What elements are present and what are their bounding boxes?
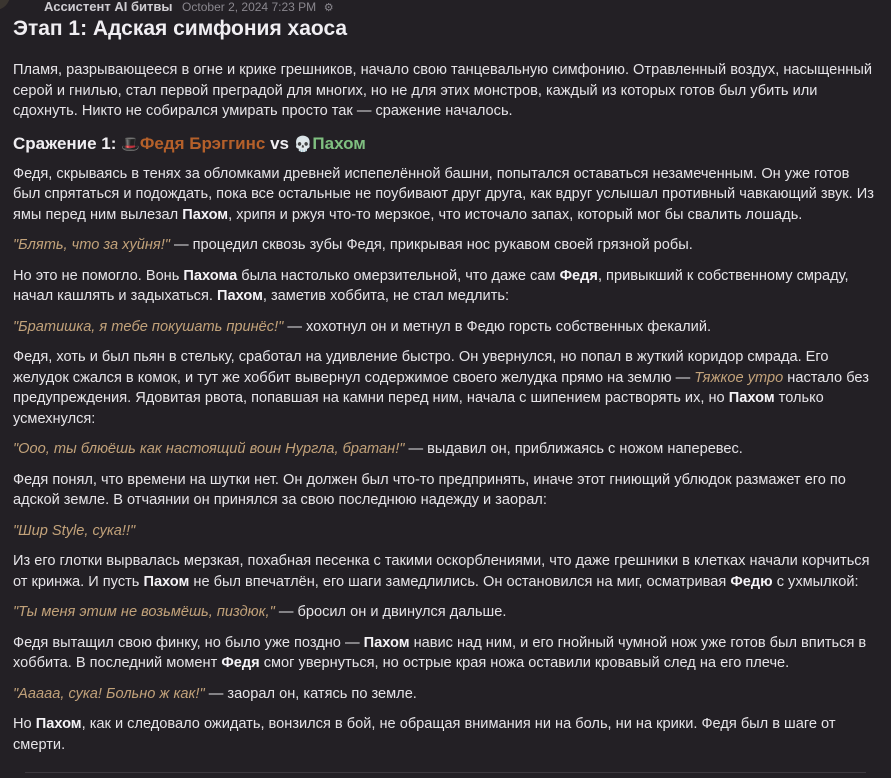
paragraph-text: Из его глотки вырвалась мерзкая, похабная песенка с такими оскорблениями, что даже грешники в клетках начали корчиться от кринжа. И пусть — [13, 553, 870, 590]
bold-name: Пахом — [363, 634, 410, 651]
post-timestamp: October 2, 2024 7:23 PM — [182, 0, 317, 14]
quote-text: Тяжкое утро — [694, 369, 784, 386]
settings-icon[interactable]: ⚙ — [323, 2, 334, 14]
paragraph-text: , как и следовало ожидать, вонзился в бой, не обращая внимания ни на боль, ни на крики. Федя был в шаге от смерти. — [13, 716, 836, 753]
story-paragraph — [13, 470, 875, 511]
intro-paragraph: Пламя, разрывающееся в огне и крике грешников, начало свою танцевальную симфонию. Отравленный воздух, насыщенный серой и гнилью, стал первой преградой для многих, но не для этих монстров, каждый из которых готов был убить или сдохнуть. Никто не собирался умирать просто так — сражение началось. — [13, 62, 872, 119]
bold-name: Федя — [559, 267, 598, 284]
story-paragraph — [13, 439, 875, 460]
quote-text: "Блять, что за хуйня!" — [13, 237, 170, 253]
paragraph-text: — заорал он, катясь по земле. — [204, 685, 417, 702]
paragraph-text: с ухмылкой: — [772, 573, 859, 590]
story-paragraph — [13, 235, 875, 256]
story-paragraph — [13, 521, 875, 542]
battle-label: Сражение 1: — [13, 133, 117, 153]
bold-name: Федю — [730, 573, 773, 590]
bold-name: Федя — [221, 655, 260, 671]
divider — [25, 772, 866, 773]
paragraph-text: только усмехнулся: — [13, 390, 824, 427]
stage-title: Этап 1: Адская симфония хаоса — [13, 17, 348, 40]
paragraph-text: , привыкший к собственному смраду, начал кашлять и задыхаться. — [13, 267, 849, 304]
paragraph-text: , хрипя и ржуя что-то мерзкое, что источало запах, который мог бы свалить лошадь. — [228, 206, 803, 223]
author-name[interactable]: Ассистент AI битвы — [44, 0, 173, 14]
paragraph-text: — выдавил он, приближаясь с ножом наперевес. — [404, 441, 743, 457]
story-paragraph — [13, 714, 875, 755]
story-paragraph — [13, 317, 875, 338]
story-paragraph — [13, 602, 875, 623]
paragraph-text: — хохотнул он и метнул в Федю горсть собственных фекалий. — [283, 318, 712, 335]
story-body — [13, 164, 875, 756]
story-paragraph — [13, 164, 875, 226]
paragraph-text: Федя, скрываясь в тенях за обломками древней испепелённой башни, попытался оставаться незамеченным. Он уже готов был спрятаться и подождать, пока все остальные не поубивают друг друга, как вдруг услышал противный чавкающий звук. Из ямы перед ним вылезал — [13, 165, 874, 223]
paragraph-text: , заметив хоббита, не стал медлить: — [262, 288, 510, 304]
vs-label: vs — [270, 133, 289, 153]
paragraph-text: Федя понял, что времени на шутки нет. Он должен был что-то предпринять, иначе этот гниющий ублюдок размажет его по адской земле. В отчаянии он принялся за свою последнюю надежду и заорал: — [13, 471, 846, 508]
story-paragraph — [13, 551, 875, 592]
story-paragraph — [13, 266, 875, 307]
quote-text: "Шир Style, сука!!" — [13, 522, 136, 539]
avatar[interactable] — [0, 0, 10, 10]
quote-text: "Ооо, ты блюёшь как настоящий воин Нургла, братан!" — [13, 441, 405, 457]
bold-name: Пахом — [143, 573, 190, 590]
bold-name: Пахом — [35, 716, 82, 732]
paragraph-text: настало без предупреждения. Ядовитая рвота, попавшая на камни перед ним, начала с шипением растворять их, но — [13, 369, 869, 406]
paragraph-text: навис над ним, и его гнойный чумной нож уже готов был впиться в хоббита. В последний момент — [13, 634, 867, 671]
post-content — [13, 15, 875, 765]
fighter-1-name: Федя Брэггинс — [139, 133, 266, 153]
post-meta — [44, 0, 334, 15]
paragraph-text: не был впечатлён, его шаги замедлились. Он остановился на миг, осматривая — [189, 573, 731, 590]
bold-name: Пахом — [728, 390, 775, 406]
paragraph-text: Но — [13, 716, 36, 732]
paragraph-text: — процедил сквозь зубы Федя, прикрывая нос рукавом своей грязной робы. — [169, 237, 693, 253]
quote-text: "Ты меня этим не возьмёшь, пиздюк," — [13, 604, 275, 620]
story-paragraph — [13, 684, 875, 705]
bold-name: Пахом — [216, 288, 263, 304]
bold-name: Пахома — [183, 267, 238, 284]
battle-heading — [13, 132, 875, 157]
paragraph-text: была настолько омерзительной, что даже сам — [237, 267, 560, 284]
paragraph-text: Но это не помогло. Вонь — [13, 267, 184, 284]
top-hat-icon: 🎩 — [121, 135, 140, 153]
story-paragraph — [13, 347, 875, 429]
skull-icon: 💀 — [293, 135, 313, 153]
paragraph-text: — бросил он и двинулся дальше. — [274, 604, 507, 620]
quote-text: "Ааааа, сука! Больно ж как!" — [13, 685, 205, 702]
fighter-2-name: Пахом — [312, 133, 366, 153]
story-paragraph — [13, 633, 875, 674]
bold-name: Пахом — [182, 206, 229, 223]
paragraph-text: Федя, хоть и был пьян в стельку, сработал на удивление быстро. Он увернулся, но попал в жуткий коридор смрада. Его желудок сжался в комок, и тут же хоббит вывернул содержимое своего желудка прямо на землю — — [13, 349, 829, 386]
paragraph-text: смог увернуться, но острые края ножа оставили кровавый след на его плече. — [259, 655, 790, 671]
quote-text: "Братишка, я тебе покушать принёс!" — [13, 318, 284, 335]
paragraph-text: Федя вытащил свою финку, но было уже поздно — — [13, 634, 364, 651]
